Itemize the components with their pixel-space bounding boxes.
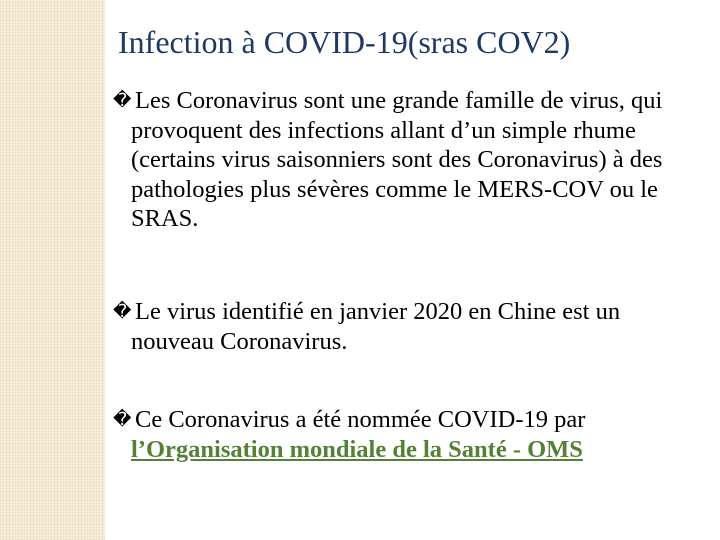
bullet-text — [113, 405, 703, 464]
slide-title: Infection à COVID-19(sras COV2) — [118, 24, 571, 60]
bullet-item — [113, 297, 703, 356]
bullet-text — [113, 297, 703, 356]
bullet-text-content: Les Coronavirus sont une grande famille de virus, qui provoquent des infections allant d’un simple rhume (certains virus saisonniers sont des Coronavirus) à des pathologies plus sévères comme le MERS-COV ou le SRAS. — [131, 87, 663, 232]
bullet-text — [113, 86, 703, 234]
bullet-item — [113, 405, 703, 464]
who-link[interactable]: l’Organisation mondiale de la Santé - OMS — [131, 435, 583, 463]
bullet-marker: � — [113, 409, 132, 430]
bullet-marker: � — [113, 90, 132, 111]
decorative-side-band — [0, 0, 105, 540]
bullet-item — [113, 86, 703, 234]
bullet-text-content: Ce Coronavirus a été nommée COVID-19 par — [135, 406, 586, 433]
bullet-text-content: Le virus identifié en janvier 2020 en Chine est un nouveau Coronavirus. — [131, 298, 621, 355]
bullet-marker: � — [113, 301, 132, 322]
side-band-edge — [105, 0, 108, 540]
